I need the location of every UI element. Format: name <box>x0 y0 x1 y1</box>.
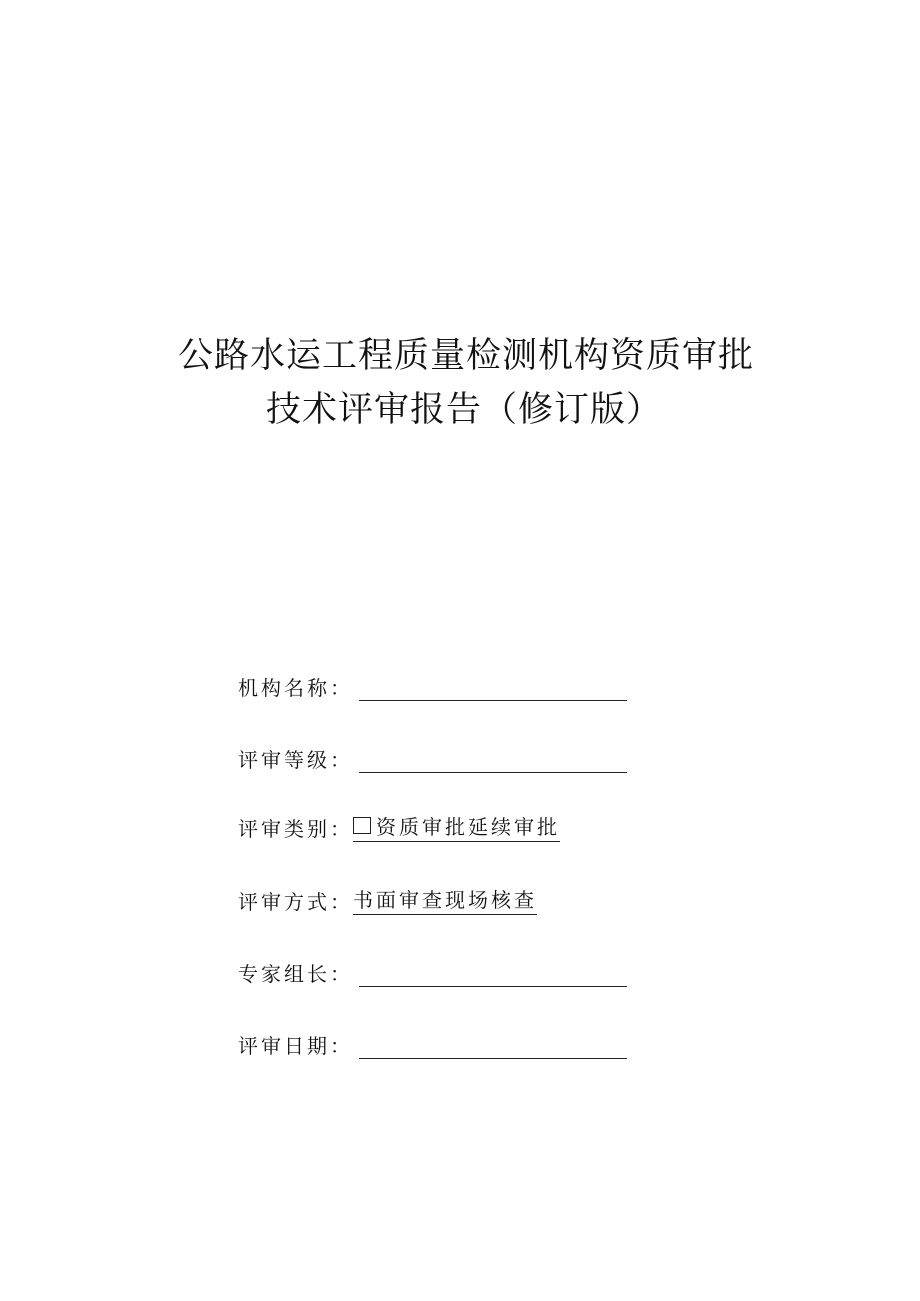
review-grade-blank[interactable] <box>359 750 627 773</box>
field-row-expert-leader <box>238 957 627 987</box>
field-label-review-date: 评审日期： <box>238 1034 353 1058</box>
review-date-blank[interactable] <box>359 1036 627 1059</box>
field-row-review-method <box>238 885 537 915</box>
field-row-review-date <box>238 1029 627 1059</box>
field-row-institution-name <box>238 671 627 701</box>
field-label-review-category: 评审类别： <box>238 817 353 841</box>
field-label-review-grade: 评审等级： <box>238 748 353 772</box>
review-category-value <box>353 811 560 842</box>
review-category-options: 资质审批延续审批 <box>376 815 560 839</box>
document-title-line-2: 技术评审报告（修订版） <box>266 390 663 430</box>
institution-name-blank[interactable] <box>359 678 627 701</box>
expert-leader-blank[interactable] <box>359 964 627 987</box>
field-row-review-grade <box>238 743 627 773</box>
review-method-value: 书面审查现场核查 <box>353 884 537 915</box>
checkbox-icon[interactable] <box>353 817 371 834</box>
field-label-review-method: 评审方式： <box>238 890 353 914</box>
field-row-review-category <box>238 812 560 842</box>
field-label-institution-name: 机构名称： <box>238 676 353 700</box>
field-label-expert-leader: 专家组长： <box>238 962 353 986</box>
document-title-line-1: 公路水运工程质量检测机构资质审批 <box>178 336 755 376</box>
